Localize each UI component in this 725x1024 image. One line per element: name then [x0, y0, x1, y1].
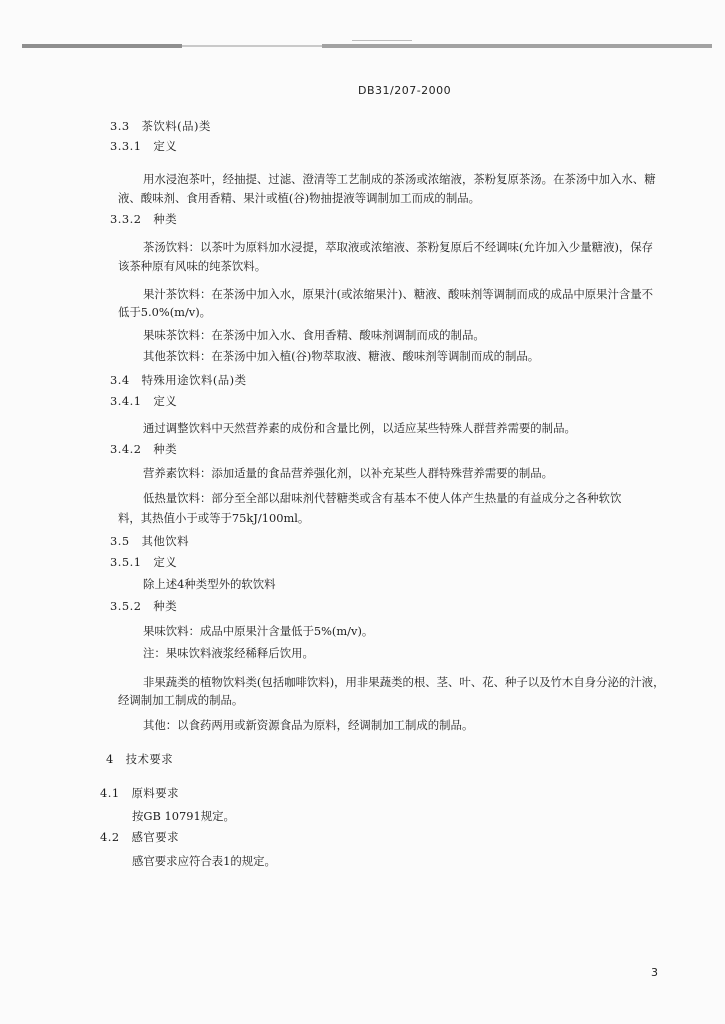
- paragraph-line: 液、酸味剂、食用香精、果汁或植(谷)物抽提液等调制加工而成的制品。: [118, 191, 480, 205]
- paragraph-line: 低于5.0%(m/v)。: [118, 305, 212, 319]
- paragraph-line: 料，其热值小于或等于75kJ/100ml。: [118, 511, 310, 525]
- paragraph-line: 其他：以食药两用或新资源食品为原料，经调制加工制成的制品。: [143, 718, 474, 732]
- paragraph-line: 用水浸泡茶叶，经抽提、过滤、澄清等工艺制成的茶汤或浓缩液，茶粉复原茶汤。在茶汤中加入水、糖: [143, 172, 656, 186]
- paragraph-line: 茶汤饮料：以茶叶为原料加水浸提，萃取液或浓缩液、茶粉复原后不经调味(允许加入少量糖液)，保存: [143, 240, 654, 254]
- scan-noise-band: [22, 38, 712, 54]
- subsection-heading-3-4-2: 3.4.2 种类: [110, 442, 178, 456]
- section-heading-4: 4 技术要求: [106, 752, 174, 766]
- subsection-heading-3-5-2: 3.5.2 种类: [110, 599, 178, 613]
- note-line: 注：果味饮料液浆经稀释后饮用。: [143, 646, 314, 660]
- subsection-heading-3-5-1: 3.5.1 定义: [110, 555, 178, 569]
- paragraph-line: 该茶种原有风味的纯茶饮料。: [118, 259, 267, 273]
- subsection-heading-3-3-2: 3.3.2 种类: [110, 212, 178, 226]
- paragraph-line: 感官要求应符合表1的规定。: [132, 854, 276, 868]
- section-heading-3-4: 3.4 特殊用途饮料(品)类: [110, 373, 247, 387]
- paragraph-line: 通过调整饮料中天然营养素的成份和含量比例，以适应某些特殊人群营养需要的制品。: [143, 421, 576, 435]
- document-code: DB31/207-2000: [358, 84, 452, 97]
- subsection-heading-4-2: 4.2 感官要求: [100, 830, 180, 844]
- paragraph-line: 除上述4种类型外的软饮料: [143, 577, 276, 591]
- subsection-heading-4-1: 4.1 原料要求: [100, 786, 180, 800]
- section-heading-3-5: 3.5 其他饮料: [110, 534, 190, 548]
- section-heading-3-3: 3.3 茶饮料(品)类: [110, 119, 211, 133]
- subsection-heading-3-4-1: 3.4.1 定义: [110, 394, 178, 408]
- paragraph-line: 经调制加工制成的制品。: [118, 693, 244, 707]
- paragraph-line: 非果蔬类的植物饮料类(包括咖啡饮料)，用非果蔬类的根、茎、叶、花、种子以及竹木自身分泌的汁液，: [143, 675, 665, 689]
- subsection-heading-3-3-1: 3.3.1 定义: [110, 139, 178, 153]
- paragraph-line: 按GB 10791规定。: [132, 809, 235, 823]
- paragraph-line: 低热量饮料：部分至全部以甜味剂代替糖类或含有基本不使人体产生热量的有益成分之各种软饮: [143, 491, 622, 505]
- paragraph-line: 其他茶饮料：在茶汤中加入植(谷)物萃取液、糖液、酸味剂等调制而成的制品。: [143, 349, 540, 363]
- paragraph-line: 果汁茶饮料：在茶汤中加入水，原果汁(或浓缩果汁)、糖液、酸味剂等调制而成的成品中原果汁含量不: [143, 287, 654, 301]
- paragraph-line: 营养素饮料：添加适量的食品营养强化剂，以补充某些人群特殊营养需要的制品。: [143, 466, 554, 480]
- page-number: 3: [651, 966, 658, 979]
- paragraph-line: 果味茶饮料：在茶汤中加入水、食用香精、酸味剂调制而成的制品。: [143, 328, 485, 342]
- paragraph-line: 果味饮料：成品中原果汁含量低于5%(m/v)。: [143, 624, 374, 638]
